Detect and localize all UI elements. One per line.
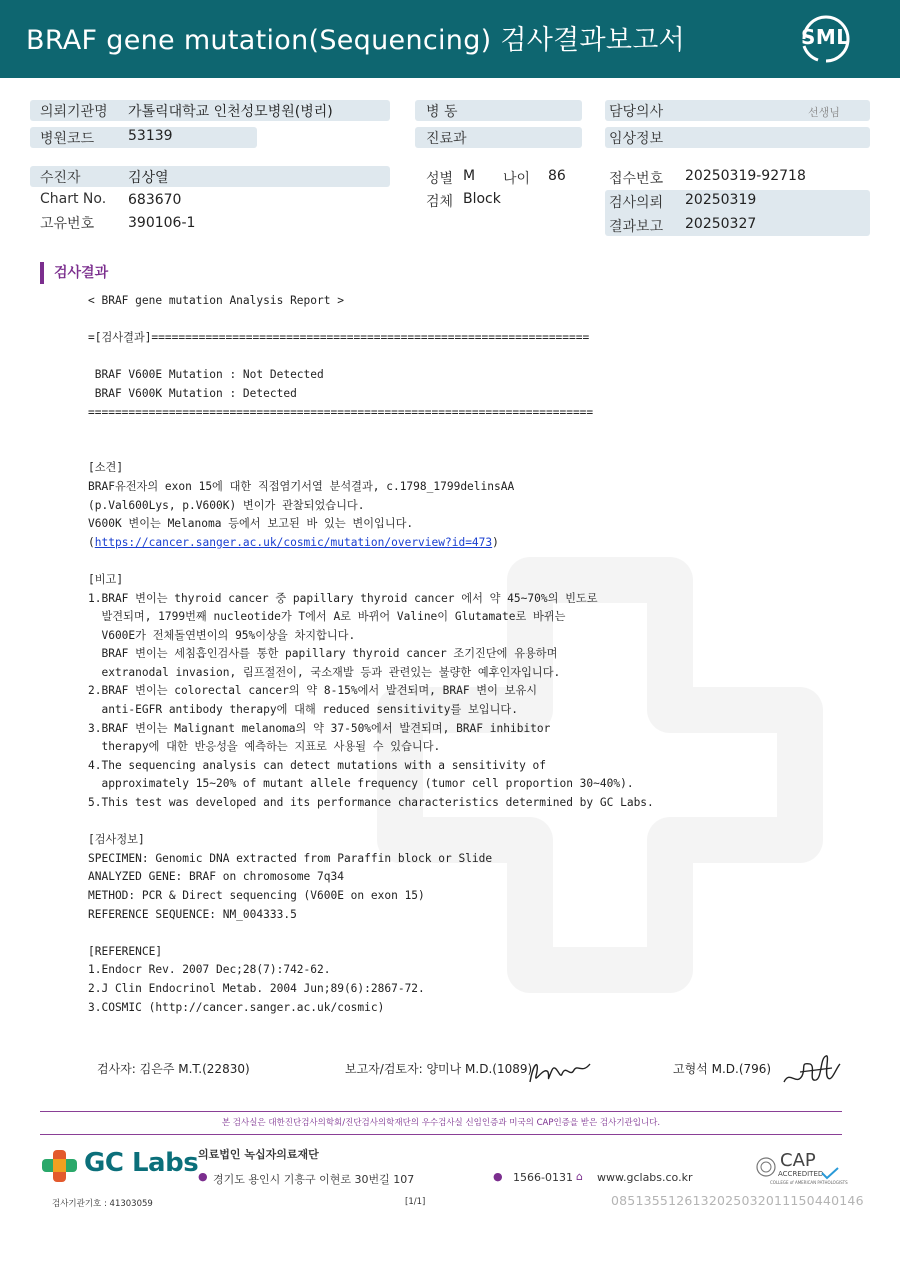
receipt-value: 20250319-92718 <box>685 168 806 184</box>
reviewer-signature-icon <box>526 1056 596 1088</box>
specimen-value: Block <box>463 191 501 207</box>
request-value: 20250319 <box>685 192 757 208</box>
tester-signature-label: 검사자: 김은주 M.T.(22830) <box>97 1062 250 1076</box>
institution-value: 가톨릭대학교 인천성모병원(병리) <box>128 104 333 120</box>
sex-label: 성별 <box>426 171 454 187</box>
cap-sub: ACCREDITED <box>778 1170 824 1178</box>
gc-labs-logo-text: GC Labs <box>84 1148 199 1178</box>
report-body <box>88 292 708 1017</box>
receipt-label: 접수번호 <box>609 171 664 187</box>
website[interactable]: www.gclabs.co.kr <box>597 1171 693 1184</box>
org-name: 의료법인 녹십자의료재단 <box>198 1148 319 1161</box>
footer-divider-bottom <box>40 1134 842 1135</box>
hospital-code-label: 병원코드 <box>40 131 95 147</box>
physician-signature-icon <box>780 1052 842 1092</box>
institution-label: 의뢰기관명 <box>40 104 108 120</box>
address: 경기도 용인시 기흥구 이현로 30번길 107 <box>213 1173 415 1186</box>
home-icon: ⌂ <box>576 1170 583 1183</box>
patient-label: 수진자 <box>40 170 81 186</box>
hospital-code-value: 53139 <box>128 128 173 144</box>
cap-accredited-logo <box>756 1150 848 1188</box>
sml-logo-text: SML <box>801 25 850 49</box>
reviewer-signature-label: 보고자/검토자: 양미나 M.D.(1089) <box>345 1062 533 1076</box>
cap-tiny: COLLEGE of AMERICAN PATHOLOGISTS <box>770 1180 848 1185</box>
physician-signature-label: 고형석 M.D.(796) <box>673 1062 772 1076</box>
report-date-label: 결과보고 <box>609 219 664 235</box>
sex-value: M <box>463 168 476 184</box>
department-label: 진료과 <box>426 131 467 147</box>
location-pin-icon: ● <box>198 1170 208 1183</box>
chart-label: Chart No. <box>40 191 107 207</box>
cosmic-link[interactable]: https://cancer.sanger.ac.uk/cosmic/mutation/overview?id=473 <box>94 535 493 549</box>
request-label: 검사의뢰 <box>609 195 664 211</box>
cap-text: CAP <box>780 1150 816 1171</box>
barcode-number: 0851355126132025032011150440146 <box>611 1193 864 1208</box>
gc-cross-icon <box>40 1148 80 1184</box>
report-date-value: 20250327 <box>685 216 757 232</box>
age-value: 86 <box>548 168 566 184</box>
header-bar <box>0 0 900 78</box>
report-text-rest: ) [비고] 1.BRAF 변이는 thyroid cancer 중 papillary thyroid cancer 에서 약 45~70%의 빈도로 발견되며, 1799번째 nucleotide가 T에서 A로 바뀌어 Valine이 Glutamate로 바뀌는 V600E가 전체돌연변이의 95%이상을 차지합니다. BRAF 변이는 세침흡인검사를 통한 papillary thyroid cancer 조기진단에 유용하며 extranodal invasion, 림프절전이, 국소재발 등과 관련있는 불량한 예후인자입니다. 2.BRAF 변이는 colorectal cancer의 약 8-15%에서 발견되며, BRAF 변이 보유시 anti-EGFR antibody therapy에 대해 reduced sensitivity를 보입니다. 3.BRAF 변이는 Malignant melanoma의 약 37-50%에서 발견되며, BRAF inhibitor therapy에 대한 반응성을 예측하는 지표로 사용될 수 있습니다. 4.The sequencing analysis can detect mutations with a sensitivity of approximately 15~20% of mutant allele frequency (tumor cell proportion 30~40%). 5.This test was developed and its performance characteristics determined by GC Labs. [검사정보] SPECIMEN: Genomic DNA extracted from Paraffin block or Slide ANALYZED GENE: BRAF on chromosome 7q34 METHOD: PCR & Direct sequencing (V600E on exon 15) REFERENCE SEQUENCE: NM_004333.5 [REFERENCE] 1.Endocr Rev. 2007 Dec;28(7):742-62. 2.J Clin Endocrinol Metab. 2004 Jun;89(6):2867-72. 3.COSMIC (http://cancer.sanger.ac.uk/cosmic) <box>88 535 654 1014</box>
doctor-label: 담당의사 <box>609 104 664 120</box>
report-text-main: < BRAF gene mutation Analysis Report > =[검사결과]================================================================= BRAF V600E Mutation : Not Detected BRAF V600K Mutation : Detected =========================================================================== [소견] BRAF유전자의 exon 15에 대한 직접염기서열 분석결과, c.1798_1799delinsAA (p.Val600Lys, p.V600K) 변이가 관찰되었습니다. V600K 변이는 Melanoma 등에서 보고된 바 있는 변이입니다. ( <box>88 294 594 549</box>
section-title: 검사결과 <box>40 262 108 284</box>
unique-value: 390106-1 <box>128 215 196 231</box>
specimen-label: 검체 <box>426 194 454 210</box>
patient-bar <box>30 166 390 187</box>
patient-value: 김상열 <box>128 170 169 186</box>
gc-labs-logo <box>40 1148 200 1184</box>
institution-number: 검사기관기호 : 41303059 <box>52 1199 153 1209</box>
ward-label: 병 동 <box>426 104 458 120</box>
clinical-info-label: 임상정보 <box>609 131 664 147</box>
chart-value: 683670 <box>128 192 182 208</box>
checkmark-icon <box>820 1166 840 1180</box>
certification-notice: 본 검사실은 대한진단검사의학회/진단검사의학재단의 우수검사실 신임인증과 미국의 CAP인증을 받은 검사기관입니다. <box>221 1118 661 1128</box>
phone-icon: ● <box>493 1170 503 1183</box>
footer-divider-top <box>40 1111 842 1112</box>
page-number: [1/1] <box>405 1197 426 1207</box>
doctor-suffix: 선생님 <box>808 106 840 119</box>
age-label: 나이 <box>503 171 531 187</box>
phone-number: 1566-0131 <box>513 1171 573 1184</box>
page-title: BRAF gene mutation(Sequencing) 검사결과보고서 <box>26 25 686 56</box>
unique-label: 고유번호 <box>40 216 95 232</box>
cap-seal-icon <box>756 1154 776 1180</box>
sml-logo <box>796 14 856 64</box>
